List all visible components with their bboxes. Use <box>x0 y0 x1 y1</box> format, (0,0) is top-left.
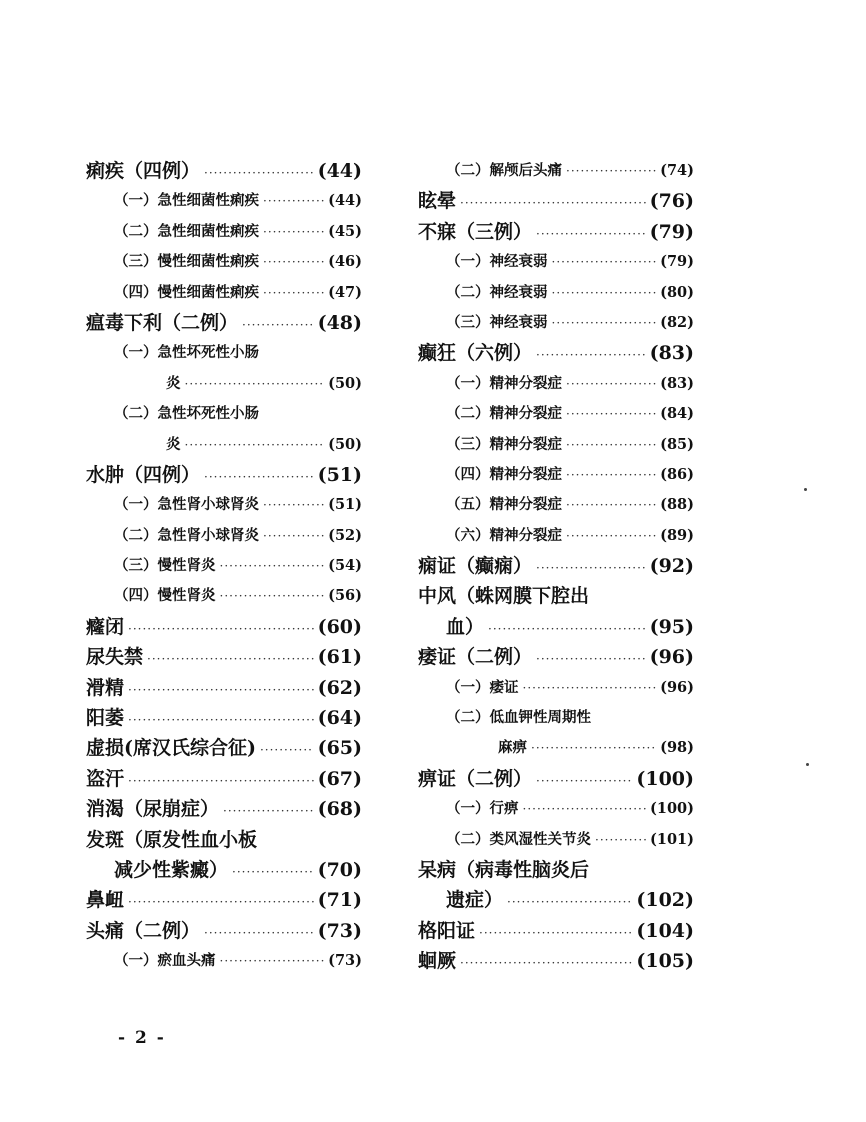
toc-entry-title: （二）低血钾性周期性 <box>446 709 591 727</box>
toc-entry-leader <box>460 188 646 218</box>
toc-entry-page: (96) <box>660 678 694 696</box>
toc-entry-page: (73) <box>328 952 362 970</box>
toc-entry-page: (44) <box>328 192 362 210</box>
toc-entry <box>418 247 694 277</box>
toc-entry-page: (79) <box>660 253 694 271</box>
toc-entry-title: 瘟毒下利（二例） <box>86 311 239 334</box>
toc-left-column <box>86 156 362 977</box>
toc-entry-page: (85) <box>660 435 694 453</box>
toc-entry-leader <box>220 551 325 581</box>
toc-entry-page: (50) <box>328 374 362 392</box>
toc-entry <box>86 794 362 824</box>
toc-entry-page: (100) <box>636 767 694 790</box>
toc-entry-page: (95) <box>649 615 694 638</box>
toc-entry <box>86 825 362 855</box>
toc-entry-leader <box>460 948 632 978</box>
toc-entry-leader <box>523 673 657 703</box>
toc-entry-page: (50) <box>328 435 362 453</box>
toc-entry-leader <box>479 918 632 948</box>
toc-entry-leader <box>523 794 647 824</box>
toc-entry-leader <box>566 521 656 551</box>
toc-entry <box>86 581 362 611</box>
toc-entry <box>86 733 362 763</box>
toc-entry-page: (74) <box>660 162 694 179</box>
toc-entry-page: (82) <box>660 313 694 331</box>
toc-entry-leader <box>566 156 656 186</box>
toc-entry-page: (88) <box>660 496 694 514</box>
toc-entry-page: (65) <box>317 737 362 760</box>
toc-entry <box>86 460 362 490</box>
toc-entry-page: (83) <box>660 374 694 392</box>
toc-entry-title: （一）行痹 <box>446 800 519 818</box>
toc-entry-page: (100) <box>650 800 694 818</box>
toc-entry-leader <box>185 369 325 399</box>
toc-entry-page: (68) <box>317 798 362 821</box>
toc-entry-title: （二）解颅后头痛 <box>446 162 562 179</box>
toc-entry <box>418 733 694 763</box>
toc-entry-title: （四）慢性细菌性痢疾 <box>114 283 259 301</box>
toc-entry-page: (62) <box>317 676 362 699</box>
toc-entry-title: 痢疾（四例） <box>86 160 201 182</box>
toc-entry-page: (48) <box>317 311 362 334</box>
toc-entry-page: (71) <box>317 889 362 912</box>
toc-entry-title: （二）急性细菌性痢疾 <box>114 222 259 240</box>
toc-entry <box>86 399 362 429</box>
toc-entry-title: 癫狂（六例） <box>418 342 533 365</box>
toc-entry-page: (45) <box>328 222 362 240</box>
toc-entry-leader <box>566 430 656 460</box>
toc-entry-leader <box>552 308 657 338</box>
toc-entry-title: （二）急性坏死性小肠 <box>114 405 259 423</box>
page-number-value: 2 <box>134 1028 149 1048</box>
toc-entry-leader <box>263 521 324 551</box>
toc-entry-leader <box>536 553 646 583</box>
toc-entry-page: (105) <box>636 950 694 973</box>
toc-entry <box>418 399 694 429</box>
toc-entry <box>418 430 694 460</box>
toc-entry <box>86 278 362 308</box>
toc-entry-title: 蛔厥 <box>418 950 457 973</box>
toc-entry-title: （三）神经衰弱 <box>446 313 548 331</box>
toc-entry-title: （一）瘀血头痛 <box>114 952 216 970</box>
toc-entry-leader <box>263 278 324 308</box>
toc-entry <box>418 703 694 733</box>
toc-entry-title: 麻痹 <box>498 739 527 757</box>
toc-entry-title: （一）急性细菌性痢疾 <box>114 192 259 210</box>
toc-entry-leader <box>263 247 324 277</box>
toc-entry-leader <box>232 857 314 887</box>
page-number-dash-right: - <box>156 1028 166 1048</box>
scan-speck <box>806 763 809 766</box>
toc-entry-page: (76) <box>649 190 694 213</box>
toc-entry-leader <box>552 278 657 308</box>
toc-entry-leader <box>536 219 646 249</box>
toc-entry-title: （一）神经衰弱 <box>446 253 548 271</box>
toc-entry-leader <box>536 644 646 674</box>
toc-entry-title: 遗症） <box>446 889 504 912</box>
toc-entry-title: 消渴（尿崩症） <box>86 798 220 821</box>
toc-entry-title: 呆病（病毒性脑炎后 <box>418 858 590 881</box>
toc-entry-page: (79) <box>649 220 694 243</box>
toc-entry-page: (98) <box>660 739 694 757</box>
toc-entry <box>86 521 362 551</box>
toc-entry-page: (73) <box>317 919 362 942</box>
toc-entry-leader <box>220 581 325 611</box>
toc-entry <box>86 156 362 186</box>
toc-entry-title: 炎 <box>166 374 181 392</box>
toc-entry-leader <box>128 887 314 917</box>
toc-entry-page: (64) <box>317 707 362 730</box>
toc-entry-leader <box>204 918 314 948</box>
toc-entry <box>86 551 362 581</box>
toc-entry-title: （四）慢性肾炎 <box>114 587 216 605</box>
toc-entry-title: 滑精 <box>86 676 125 699</box>
toc-entry <box>418 612 694 642</box>
toc-entry-page: (56) <box>328 587 362 605</box>
toc-entry <box>86 338 362 368</box>
toc-entry-page: (67) <box>317 767 362 790</box>
toc-entry-leader <box>536 766 632 796</box>
toc-entry-leader <box>595 825 646 855</box>
toc-entry-title: （五）精神分裂症 <box>446 496 562 514</box>
toc-entry-page: (83) <box>649 342 694 365</box>
toc-entry <box>418 916 694 946</box>
toc-entry <box>418 186 694 216</box>
toc-entry <box>86 764 362 794</box>
toc-entry-title: 眩晕 <box>418 190 457 213</box>
toc-entry-title: （三）慢性细菌性痢疾 <box>114 253 259 271</box>
toc-entry <box>86 642 362 672</box>
toc-entry-title: 格阳证 <box>418 919 476 942</box>
toc-entry-leader <box>263 490 324 520</box>
toc-entry-leader <box>220 946 325 976</box>
toc-entry-leader <box>552 247 657 277</box>
toc-entry-leader <box>536 340 646 370</box>
toc-entry <box>86 885 362 915</box>
toc-entry <box>86 217 362 247</box>
toc-entry <box>418 156 694 186</box>
toc-entry <box>86 490 362 520</box>
toc-entry-title: （二）精神分裂症 <box>446 405 562 423</box>
toc-entry-title: （二）急性肾小球肾炎 <box>114 526 259 544</box>
toc-entry-leader <box>242 310 314 340</box>
toc-entry <box>86 673 362 703</box>
toc-entry-leader <box>263 186 324 216</box>
toc-entry-leader <box>128 766 314 796</box>
toc-entry-leader <box>223 796 314 826</box>
toc-entry-title: 头痛（二例） <box>86 919 201 942</box>
toc-entry <box>418 581 694 611</box>
toc-entry-title: （六）精神分裂症 <box>446 526 562 544</box>
toc-entry-title: （一）急性肾小球肾炎 <box>114 496 259 514</box>
toc-entry <box>418 369 694 399</box>
toc-entry-page: (51) <box>328 496 362 514</box>
toc-entry-page: (54) <box>328 557 362 575</box>
toc-entry <box>418 460 694 490</box>
toc-entry-leader <box>263 217 324 247</box>
toc-entry-title: 痫证（癫痫） <box>418 555 533 578</box>
toc-entry <box>86 247 362 277</box>
toc-entry-title: 阳萎 <box>86 707 125 730</box>
toc-entry <box>418 855 694 885</box>
toc-entry-title: （三）精神分裂症 <box>446 435 562 453</box>
toc-entry <box>86 186 362 216</box>
toc-entry-page: (44) <box>317 160 362 182</box>
toc-entry-page: (46) <box>328 253 362 271</box>
toc-entry-title: 尿失禁 <box>86 646 144 669</box>
toc-entry-page: (60) <box>317 615 362 638</box>
toc-entry-leader <box>204 462 314 492</box>
toc-entry-title: 癃闭 <box>86 615 125 638</box>
toc-entry <box>418 642 694 672</box>
toc-entry <box>418 673 694 703</box>
toc-entry <box>418 946 694 976</box>
toc-entry-title: 减少性紫癜） <box>114 858 229 881</box>
toc-entry-title: （四）精神分裂症 <box>446 465 562 483</box>
page-number-dash-left: - <box>118 1028 128 1048</box>
toc-entry <box>418 490 694 520</box>
toc-entry-page: (70) <box>317 858 362 881</box>
toc-entry <box>418 217 694 247</box>
toc-entry-leader <box>128 614 314 644</box>
toc-entry <box>86 916 362 946</box>
toc-entry-page: (80) <box>660 283 694 301</box>
toc-entry <box>418 521 694 551</box>
toc-entry-title: 炎 <box>166 435 181 453</box>
toc-entry-title: （一）急性坏死性小肠 <box>114 344 259 362</box>
toc-entry <box>86 855 362 885</box>
toc-entry-title: （二）类风湿性关节炎 <box>446 830 591 848</box>
toc-entry-leader <box>260 735 314 765</box>
toc-right-column <box>418 156 694 977</box>
toc-entry-leader <box>128 705 314 735</box>
toc-entry <box>86 308 362 338</box>
toc-entry-leader <box>507 887 632 917</box>
toc-entry-leader <box>204 158 314 188</box>
toc-entry-title: 盗汗 <box>86 767 125 790</box>
toc-entry-leader <box>185 430 325 460</box>
toc-entry-title: （三）慢性肾炎 <box>114 557 216 575</box>
toc-entry <box>418 794 694 824</box>
toc-entry-title: 痹证（二例） <box>418 767 533 790</box>
toc-entry-title: 鼻衄 <box>86 889 125 912</box>
toc-entry <box>418 551 694 581</box>
toc-entry-page: (89) <box>660 526 694 544</box>
toc-entry-page: (101) <box>650 830 694 848</box>
toc-entry <box>86 369 362 399</box>
toc-entry-title: （一）精神分裂症 <box>446 374 562 392</box>
toc-entry-title: 水肿（四例） <box>86 463 201 486</box>
toc-entry-title: （一）痿证 <box>446 678 519 696</box>
toc-entry <box>418 308 694 338</box>
toc-entry <box>86 946 362 976</box>
toc-entry-title: 发斑（原发性血小板 <box>86 828 258 851</box>
toc-entry-leader <box>566 399 656 429</box>
toc-entry <box>418 278 694 308</box>
toc-entry-page: (102) <box>636 889 694 912</box>
page-number <box>118 1028 166 1048</box>
toc-entry-leader <box>128 675 314 705</box>
toc-entry-title: 血） <box>446 615 485 638</box>
toc-entry-page: (104) <box>636 919 694 942</box>
toc-entry-page: (86) <box>660 465 694 483</box>
toc-entry <box>86 703 362 733</box>
toc-entry-leader <box>531 733 656 763</box>
toc-entry-title: 痿证（二例） <box>418 646 533 669</box>
toc-entry-leader <box>566 369 656 399</box>
toc-entry-page: (61) <box>317 646 362 669</box>
toc-entry-leader <box>488 614 646 644</box>
toc-entry-page: (51) <box>317 463 362 486</box>
toc-entry <box>418 825 694 855</box>
toc-entry-page: (96) <box>649 646 694 669</box>
toc-entry <box>418 885 694 915</box>
scan-speck <box>804 488 807 491</box>
toc-entry-page: (84) <box>660 405 694 423</box>
toc-entry <box>86 430 362 460</box>
toc-entry-page: (47) <box>328 283 362 301</box>
toc-entry-page: (92) <box>649 555 694 578</box>
toc-entry <box>418 764 694 794</box>
toc-entry-title: （二）神经衰弱 <box>446 283 548 301</box>
toc-entry-title: 不寐（三例） <box>418 220 533 243</box>
toc-entry-leader <box>147 644 314 674</box>
toc-entry-leader <box>566 490 656 520</box>
toc-entry-title: 虚损(席汉氏综合征) <box>86 737 256 760</box>
toc-entry-title: 中风（蛛网膜下腔出 <box>418 585 590 608</box>
toc-entry-leader <box>566 460 656 490</box>
toc-entry <box>86 612 362 642</box>
toc-entry <box>418 338 694 368</box>
toc-entry-page: (52) <box>328 526 362 544</box>
